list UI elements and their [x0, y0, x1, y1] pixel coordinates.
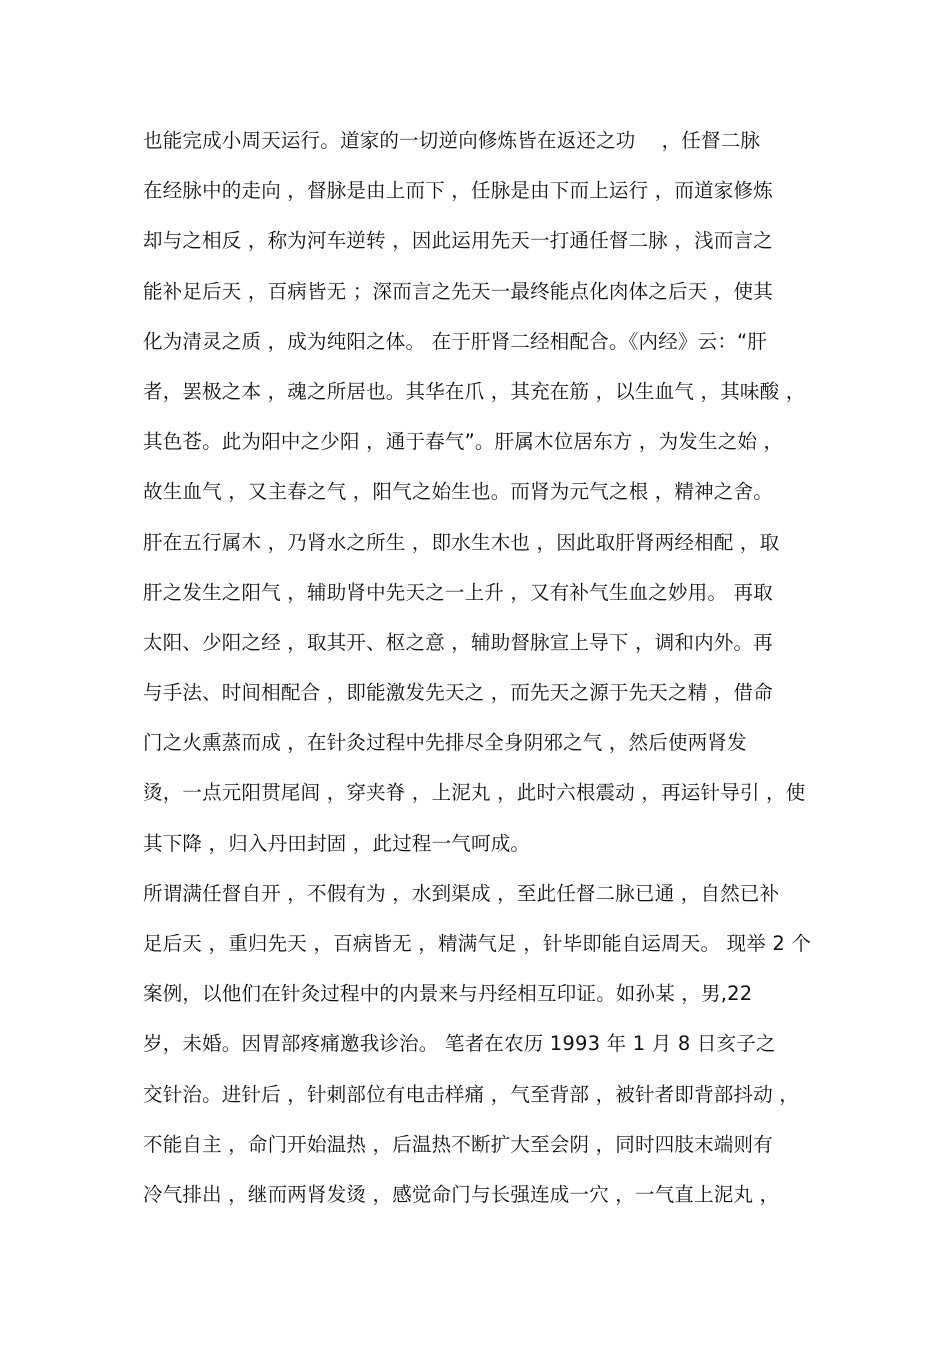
text-line: 岁，未婚。因胃部疼痛邀我诊治。 笔者在农历 1993 年 1 月 8 日亥子之 [143, 1032, 776, 1056]
text-line: 肝之发生之阳气 ，辅助肾中先天之一上升 ，又有补气生血之妙用。 再取 [143, 580, 773, 604]
text-line: 与手法、时间相配合 ，即能激发先天之 ，而先天之源于先天之精 ，借命 [143, 681, 773, 705]
text-line: 所谓满任督自开 ，不假有为 ，水到渠成 ，至此任督二脉已通 ，自然已补 [143, 881, 780, 905]
text-line: 肝在五行属木 ，乃肾水之所生 ，即水生木也 ，因此取肝肾两经相配 ，取 [143, 530, 780, 554]
text-line: 其色苍。此为阳中之少阳 ，通于春气”。肝属木位居东方 ，为发生之始 ， [143, 430, 784, 454]
text-line: 却与之相反 ，称为河车逆转 ，因此运用先天一打通任督二脉 ，浅而言之 [143, 229, 773, 253]
text-line: 案例，以他们在针灸过程中的内景来与丹经相互印证。如孙某 ，男,22 [143, 982, 753, 1006]
text-line: 能补足后天 ，百病皆无 ；深而言之先天一最终能点化肉体之后天 ，使其 [143, 279, 773, 303]
text-line: 门之火熏蒸而成 ，在针灸过程中先排尽全身阴邪之气 ，然后使两肾发 [143, 731, 747, 755]
text-line: 也能完成小周天运行。道家的一切逆向修炼皆在返还之功 ，任督二脉 [143, 129, 761, 152]
text-line: 其下降 ，归入丹田封固 ，此过程一气呵成。 [143, 831, 531, 855]
text-line: 烫，一点元阳贯尾闾 ，穿夹脊 ，上泥丸 ，此时六根震动 ，再运针导引 ，使 [143, 781, 806, 805]
text-line: 故生血气 ，又主春之气 ，阳气之始生也。而肾为元气之根 ，精神之舍。 [143, 480, 773, 504]
text-line: 冷气排出 ，继而两肾发烫 ，感觉命门与长强连成一穴 ，一气直上泥丸 ， [143, 1182, 780, 1206]
text-line: 足后天 ，重归先天 ，百病皆无 ，精满气足 ，针毕即能自运周天。 现举 2 个 [143, 932, 812, 955]
text-line: 太阳、少阳之经 ，取其开、枢之意 ，辅助督脉宣上导下 ，调和内外。再 [143, 630, 773, 654]
text-line: 交针治。进针后 ，针刺部位有电击样痛 ，气至背部 ，被针者即背部抖动 ， [143, 1082, 799, 1106]
text-line: 在经脉中的走向 ，督脉是由上而下 ，任脉是由下而上运行 ，而道家修炼 [143, 179, 773, 203]
text-line: 者，罢极之本 ，魂之所居也。其华在爪 ，其充在筋 ，以生血气 ，其味酸 ， [143, 379, 806, 403]
text-line: 化为清灵之质 ，成为纯阳之体。 在于肝肾二经相配合。《内经》云：“肝 [143, 329, 768, 353]
text-line: 不能自主 ，命门开始温热 ，后温热不断扩大至会阴 ，同时四肢末端则有 [143, 1132, 773, 1156]
body-text [143, 121, 823, 1225]
